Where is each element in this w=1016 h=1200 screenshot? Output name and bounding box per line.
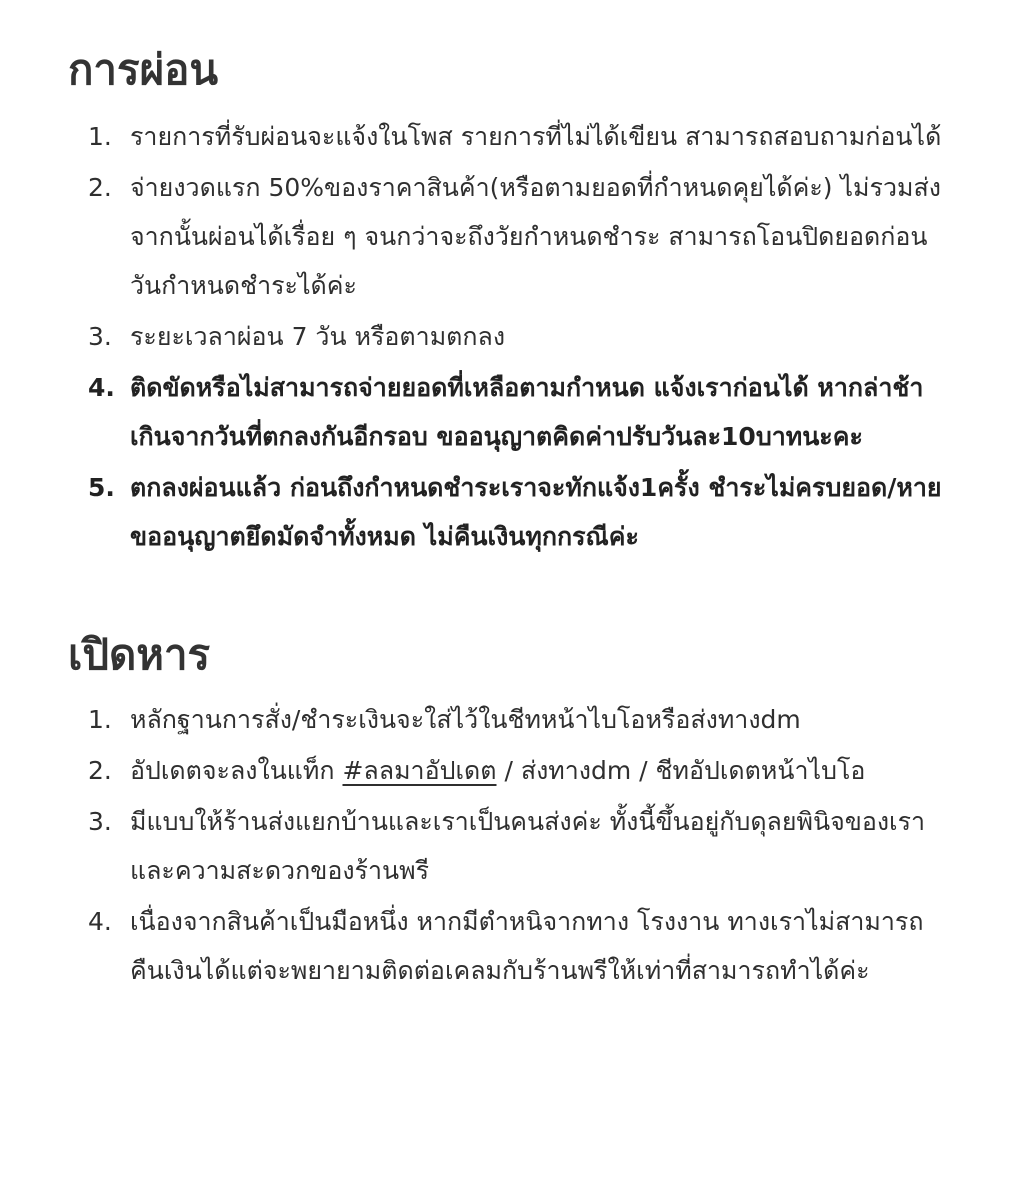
- list-item-text: มีแบบให้ร้านส่งแยกบ้านและเราเป็นคนส่งค่ะ ทั้งนี้ขึ้นอยู่กับดุลยพินิจของเราและความสะดวกของร้านพรี: [130, 807, 926, 885]
- hashtag-link[interactable]: #ลลมาอัปเดต: [342, 756, 497, 785]
- list-item: [68, 897, 976, 995]
- list-item-text: ตกลงผ่อนแล้ว ก่อนถึงกำหนดชำระเราจะทักแจ้ง1ครั้ง ชำระไม่ครบยอด/หาย ขออนุญาตยึดมัดจำทั้งหมด ไม่คืนเงินทุกกรณีค่ะ: [130, 473, 942, 551]
- list-item-number: 1.: [88, 122, 112, 151]
- section-title-group-buy: เปิดหาร: [68, 630, 211, 679]
- installment-section: [68, 38, 976, 561]
- installment-rules-list: [68, 112, 976, 561]
- list-item: [68, 797, 976, 895]
- list-item-text: เนื่องจากสินค้าเป็นมือหนึ่ง หากมีตำหนิจากทาง โรงงาน ทางเราไม่สามารถคืนเงินได้แต่จะพยายามติดต่อเคลมกับร้านพรีให้เท่าที่สามารถทำได้ค่ะ: [130, 907, 924, 985]
- list-item-number: 1.: [88, 705, 112, 734]
- list-item-text: รายการที่รับผ่อนจะแจ้งในโพส รายการที่ไม่ได้เขียน สามารถสอบถามก่อนได้: [130, 122, 942, 151]
- list-item: [68, 363, 976, 461]
- list-item-number: 2.: [88, 756, 112, 785]
- list-item-number: 3.: [88, 807, 112, 836]
- list-item: [68, 312, 976, 361]
- list-item-text: หลักฐานการสั่ง/ชำระเงินจะใส่ไว้ในชีทหน้าไบโอหรือส่งทางdm: [130, 705, 801, 734]
- list-item: [68, 695, 976, 744]
- section-title-installment: การผ่อน: [68, 45, 219, 94]
- group-buy-section: [68, 623, 976, 995]
- group-buy-rules-list: [68, 695, 976, 995]
- text-before-hashtag: อัปเดตจะลงในแท็ก: [130, 756, 343, 785]
- list-item-text: จ่ายงวดแรก 50%ของราคาสินค้า(หรือตามยอดที่กำหนดคุยได้ค่ะ) ไม่รวมส่ง จากนั้นผ่อนได้เรื่อย ๆ จนกว่าจะถึงวัยกำหนดชำระ สามารถโอนปิดยอดก่อนวันกำหนดชำระได้ค่ะ: [130, 173, 941, 300]
- list-item-text: ติดขัดหรือไม่สามารถจ่ายยอดที่เหลือตามกำหนด แจ้งเราก่อนได้ หากล่าช้าเกินจากวันที่ตกลงกันอีกรอบ ขออนุญาตคิดค่าปรับวันละ10บาทนะคะ: [130, 373, 924, 451]
- list-item-number: 4.: [88, 373, 115, 402]
- list-item-number: 4.: [88, 907, 112, 936]
- list-item: [68, 463, 976, 561]
- list-item-number: 2.: [88, 173, 112, 202]
- list-item-text: ระยะเวลาผ่อน 7 วัน หรือตามตกลง: [130, 322, 506, 351]
- list-item: [68, 746, 976, 795]
- list-item-number: 5.: [88, 473, 115, 502]
- list-item-number: 3.: [88, 322, 112, 351]
- text-after-hashtag: / ส่งทางdm / ชีทอัปเดตหน้าไบโอ: [496, 756, 866, 785]
- list-item-text: [130, 746, 976, 795]
- list-item: [68, 112, 976, 161]
- list-item: [68, 163, 976, 310]
